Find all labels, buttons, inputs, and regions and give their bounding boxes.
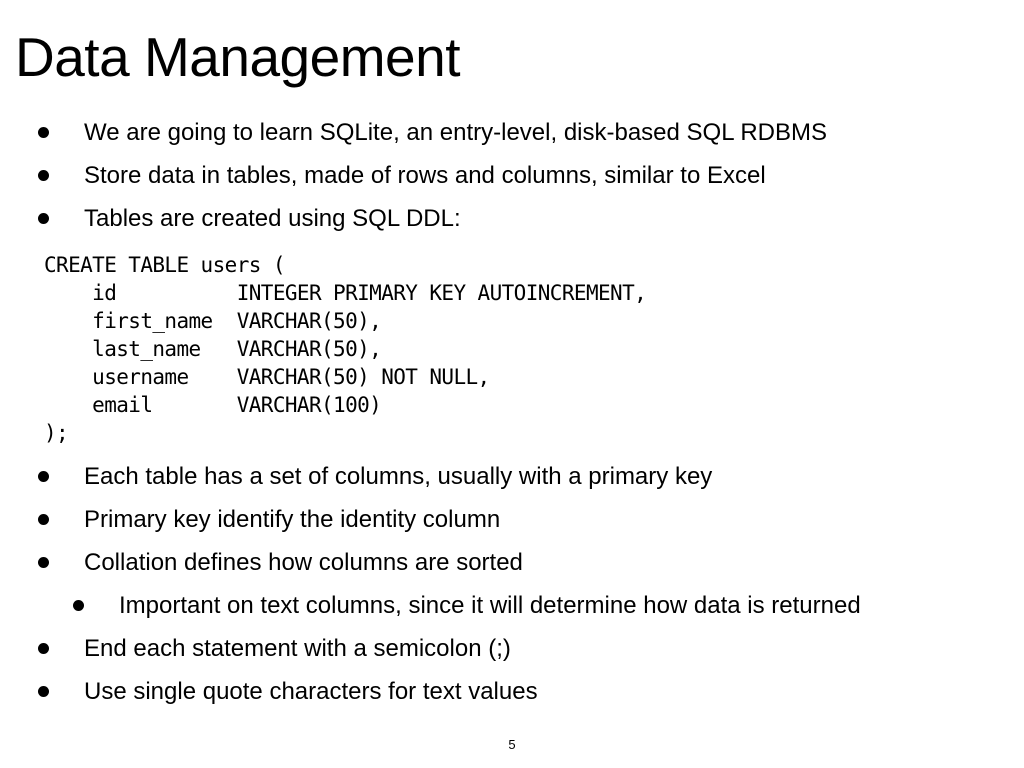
bullet-text: Tables are created using SQL DDL: bbox=[84, 205, 461, 232]
bullet-dot-icon bbox=[38, 127, 49, 138]
code-line: id INTEGER PRIMARY KEY AUTOINCREMENT, bbox=[44, 281, 647, 305]
bullet-text: Important on text columns, since it will determine how data is returned bbox=[119, 592, 861, 619]
bullet-text: Collation defines how columns are sorted bbox=[84, 549, 523, 576]
code-line: username VARCHAR(50) NOT NULL, bbox=[44, 365, 490, 389]
bullet-dot-icon bbox=[38, 643, 49, 654]
code-line: last_name VARCHAR(50), bbox=[44, 337, 382, 361]
code-line: CREATE TABLE users ( bbox=[44, 253, 285, 277]
bullet-text: Store data in tables, made of rows and columns, similar to Excel bbox=[84, 162, 766, 189]
sql-code-block bbox=[44, 251, 646, 447]
bullet-dot-icon bbox=[38, 514, 49, 525]
bullet-dot-icon bbox=[38, 686, 49, 697]
bullet-text: We are going to learn SQLite, an entry-level, disk-based SQL RDBMS bbox=[84, 119, 828, 146]
bullet-dot-icon bbox=[38, 471, 49, 482]
bullet-text: Each table has a set of columns, usually with a primary key bbox=[84, 463, 713, 490]
bullet-dot-icon bbox=[38, 557, 49, 568]
bullet-dot-icon bbox=[38, 170, 49, 181]
bullet-dot-icon bbox=[73, 600, 84, 611]
slide-title: Data Management bbox=[15, 26, 460, 88]
bullet-text: End each statement with a semicolon (;) bbox=[84, 635, 511, 662]
code-line: first_name VARCHAR(50), bbox=[44, 309, 382, 333]
code-line: email VARCHAR(100) bbox=[44, 393, 382, 417]
page-number: 5 bbox=[508, 737, 516, 752]
bullet-text: Primary key identify the identity column bbox=[84, 506, 501, 533]
bullet-text: Use single quote characters for text values bbox=[84, 678, 538, 705]
code-line: ); bbox=[44, 421, 69, 445]
bullet-dot-icon bbox=[38, 213, 49, 224]
